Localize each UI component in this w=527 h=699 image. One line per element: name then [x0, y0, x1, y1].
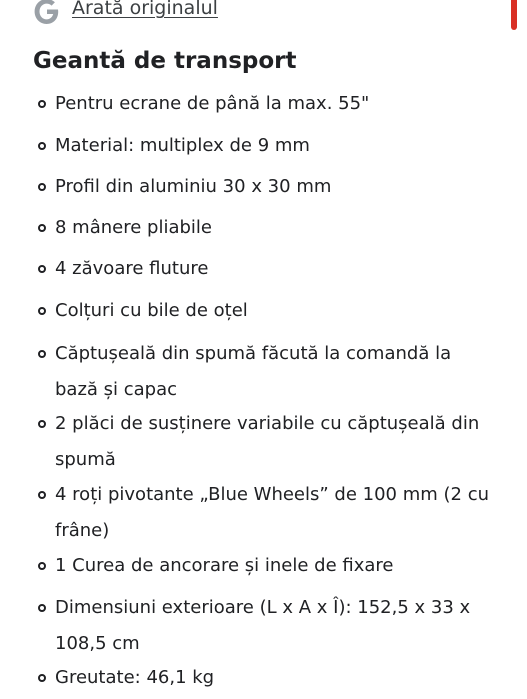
bullet-icon — [38, 674, 46, 682]
bullet-icon — [38, 350, 46, 358]
list-item — [0, 293, 527, 329]
bullet-icon — [38, 224, 46, 232]
list-item-text: 4 zăvoare fluture — [55, 258, 209, 279]
list-item — [0, 548, 527, 584]
list-item-text: 4 roți pivotante „Blue Wheels” de 100 mm (2 cu frâne) — [55, 484, 490, 541]
list-item — [0, 210, 527, 246]
list-item-text: Material: multiplex de 9 mm — [55, 135, 310, 156]
bullet-icon — [38, 183, 46, 191]
list-item — [0, 660, 527, 696]
section-title: Geantă de transport — [33, 48, 297, 74]
list-item-text: Căptușeală din spumă făcută la comandă la bază și capac — [55, 343, 452, 400]
list-item — [0, 477, 527, 549]
list-item-text: 1 Curea de ancorare și inele de fixare — [55, 555, 394, 576]
list-item — [0, 86, 527, 122]
bullet-icon — [38, 420, 46, 428]
show-original-link[interactable]: Arată originalul — [72, 0, 218, 19]
list-item — [0, 590, 527, 662]
translation-bar — [0, 0, 527, 30]
list-item — [0, 406, 527, 478]
bullet-icon — [38, 562, 46, 570]
list-item-text: Colțuri cu bile de oțel — [55, 300, 248, 321]
bullet-icon — [38, 142, 46, 150]
bullet-icon — [38, 307, 46, 315]
list-item-text: Greutate: 46,1 kg — [55, 667, 215, 688]
list-item-text: Profil din aluminiu 30 x 30 mm — [55, 176, 332, 197]
list-item-text: Pentru ecrane de până la max. 55" — [55, 93, 370, 114]
list-item — [0, 336, 527, 408]
list-item — [0, 251, 527, 287]
list-item-text: 8 mânere pliabile — [55, 217, 212, 238]
bullet-icon — [38, 100, 46, 108]
edge-accent-mark — [511, 0, 517, 30]
list-item — [0, 169, 527, 205]
bullet-icon — [38, 265, 46, 273]
list-item-text: 2 plăci de susținere variabile cu căptușeală din spumă — [55, 413, 480, 470]
google-g-icon — [32, 0, 62, 28]
bullet-icon — [38, 491, 46, 499]
list-item-text: Dimensiuni exterioare (L x A x Î): 152,5 x 33 x 108,5 cm — [55, 597, 471, 654]
list-item — [0, 128, 527, 164]
bullet-icon — [38, 604, 46, 612]
